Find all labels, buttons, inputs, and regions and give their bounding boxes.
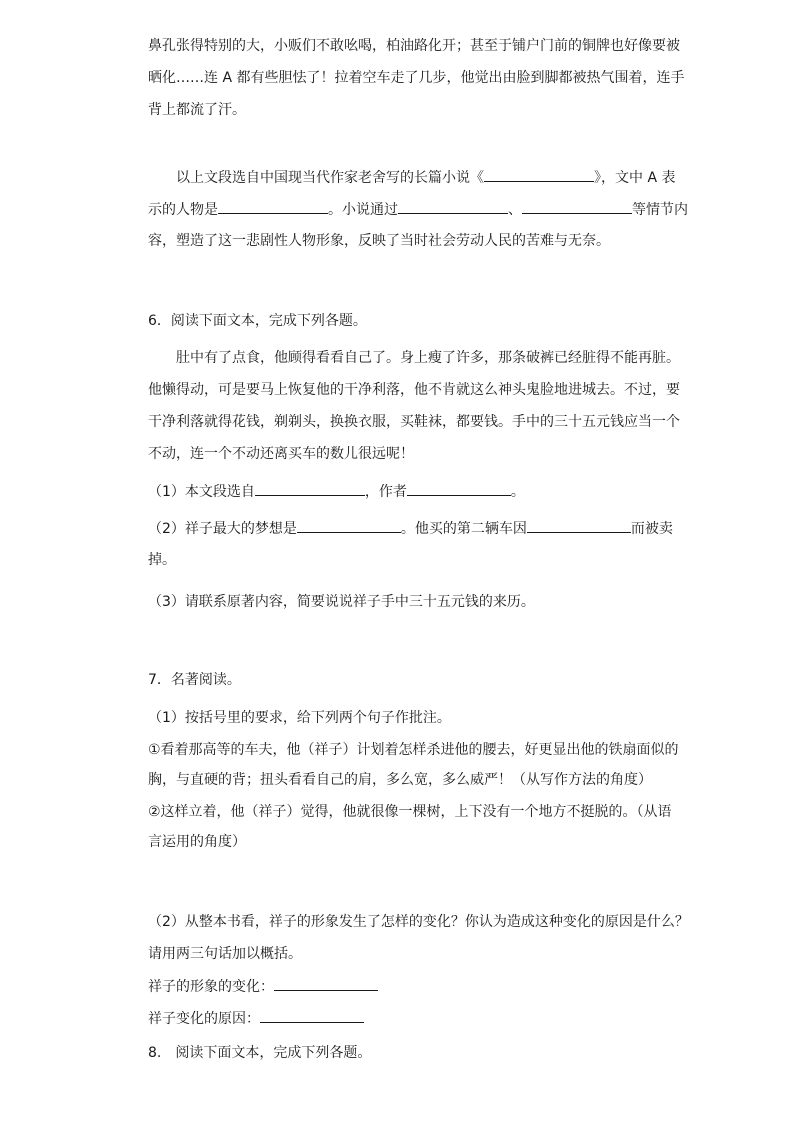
q5-line-1 — [176, 167, 675, 188]
q6-passage-line-2: 他懒得动，可是要马上恢复他的干净利落，他不肯就这么神头鬼脸地进城去。不过，要 — [148, 382, 680, 398]
q6-sub-2 — [148, 518, 673, 539]
answer-blank-plot-2[interactable] — [522, 199, 632, 214]
q5-text: 》，文中 A 表 — [594, 170, 676, 186]
answer-blank-reason[interactable] — [527, 518, 631, 533]
q5-text: 等情节内 — [632, 202, 688, 218]
q7-reason-label: 祥子变化的原因： — [148, 1011, 260, 1027]
q5-line-3: 容，塑造了这一悲剧性人物形象，反映了当时社会劳动人民的苦难与无奈。 — [148, 233, 610, 249]
q6-sub-2-text: 。他买的第二辆车因 — [400, 521, 527, 537]
intro-line-2: 晒化……连 A 都有些胆怯了！拉着空车走了几步，他觉出由脸到脚都被热气围着，连手 — [148, 70, 685, 86]
answer-blank-source[interactable] — [255, 481, 365, 496]
q5-text: 以上文段选自中国现当代作家老舍写的长篇小说《 — [176, 170, 484, 186]
answer-blank-character[interactable] — [218, 199, 328, 214]
q7-change-row — [148, 976, 378, 997]
q7-sub-1: （1）按括号里的要求，给下列两个句子作批注。 — [148, 710, 451, 726]
q7-item-2-line-2: 言运用的角度） — [148, 834, 246, 850]
q6-sub-1 — [148, 481, 525, 502]
q5-line-2 — [148, 199, 688, 220]
q6-sub-2-cont: 掉。 — [148, 552, 176, 568]
q7-sub-2-line-2: 请用两三句话加以概括。 — [148, 946, 302, 962]
answer-blank-plot-1[interactable] — [398, 199, 508, 214]
q6-title: 6．阅读下面文本，完成下列各题。 — [148, 313, 367, 329]
q7-sub-2-line-1: （2）从整本书看，祥子的形象发生了怎样的变化？你认为造成这种变化的原因是什么？ — [148, 914, 689, 930]
answer-blank-novel-title[interactable] — [484, 167, 594, 182]
intro-line-1: 鼻孔张得特别的大，小贩们不敢吆喝，柏油路化开；甚至于铺户门前的铜牌也好像要被 — [148, 38, 680, 54]
q6-sub-1-text: （1）本文段选自 — [148, 484, 255, 500]
q7-item-1-line-2: 胸，与直硬的背；扭头看看自己的肩，多么宽，多么威严！（从写作方法的角度） — [148, 772, 652, 788]
q7-reason-row — [148, 1008, 364, 1029]
q6-passage-line-3: 干净利落就得花钱，剃剃头，换换衣服，买鞋袜，都要钱。手中的三十五元钱应当一个 — [148, 414, 680, 430]
q6-sub-2-text: （2）祥子最大的梦想是 — [148, 521, 297, 537]
q7-item-2-line-1: ②这样立着，他（祥子）觉得，他就很像一棵树，上下没有一个地方不挺脱的。（从语 — [148, 804, 672, 820]
q6-sub-2-text: 而被卖 — [630, 521, 673, 537]
q6-passage-line-1: 肚中有了点食，他顾得看看自己了。身上瘦了许多，那条破裤已经脏得不能再脏。 — [176, 350, 680, 366]
q6-sub-3: （3）请联系原著内容，简要说说祥子手中三十五元钱的来历。 — [148, 594, 535, 610]
q7-title: 7．名著阅读。 — [148, 672, 241, 688]
answer-blank-cause[interactable] — [260, 1008, 364, 1023]
answer-blank-author[interactable] — [407, 481, 511, 496]
q6-passage-line-4: 不动，连一个不动还离买车的数儿很远呢！ — [148, 446, 414, 462]
intro-line-3: 背上都流了汗。 — [148, 102, 246, 118]
q5-text: 、 — [508, 202, 522, 218]
q5-text: 示的人物是 — [148, 202, 218, 218]
answer-blank-dream[interactable] — [297, 518, 401, 533]
q5-text: 。小说通过 — [328, 202, 398, 218]
q8-title: 8. 阅读下面文本，完成下列各题。 — [148, 1045, 372, 1061]
q6-sub-1-text: ，作者 — [364, 484, 407, 500]
answer-blank-change[interactable] — [274, 976, 378, 991]
q7-change-label: 祥子的形象的变化： — [148, 979, 274, 995]
q6-sub-1-text: 。 — [510, 484, 525, 500]
q7-item-1-line-1: ①看着那高等的车夫，他（祥子）计划着怎样杀进他的腰去，好更显出他的铁扇面似的 — [148, 742, 679, 758]
